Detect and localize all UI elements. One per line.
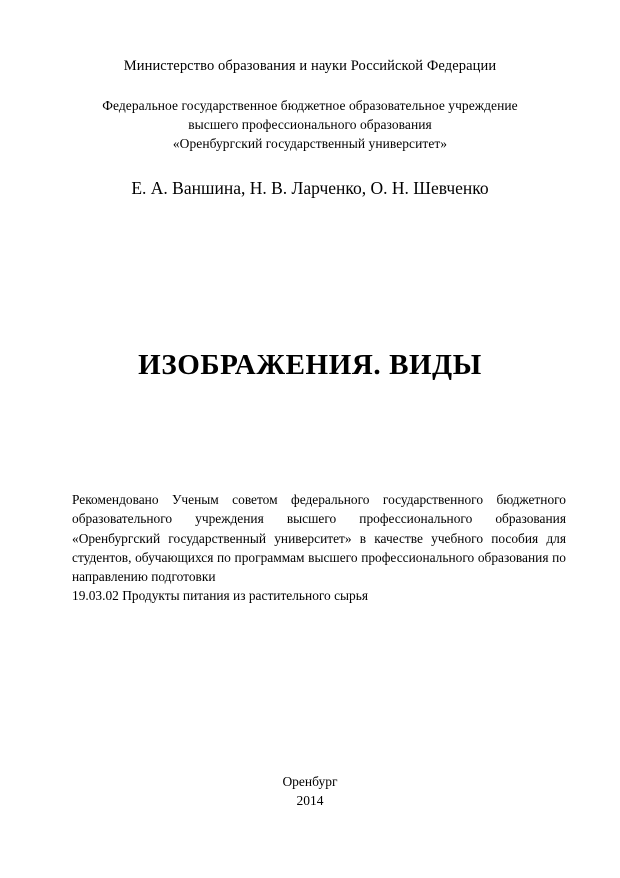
page-title: ИЗОБРАЖЕНИЯ. ВИДЫ: [138, 349, 482, 382]
imprint-block: [60, 772, 560, 810]
institution-line-2: высшего профессионального образования: [188, 117, 432, 132]
authors-line: Е. А. Ваншина, Н. В. Ларченко, О. Н. Шевченко: [131, 178, 489, 198]
institution-block: [60, 96, 560, 153]
recommendation-block: [72, 490, 566, 606]
imprint-year: 2014: [296, 793, 324, 808]
institution-line-1: Федеральное государственное бюджетное образовательное учреждение: [102, 98, 518, 113]
institution-line-3: «Оренбургский государственный университет»: [172, 136, 448, 151]
imprint-city: Оренбург: [282, 774, 338, 789]
recommendation-body: Рекомендовано Ученым советом федерального государственного бюджетного образовательного учреждения высшего профессионального образования «Оренбургский государственный университет» в качестве учебного пособия для студентов, обучающихся по программам высшего профессионального образования по направлению подготовки: [72, 492, 566, 585]
institutional-header: [60, 56, 560, 153]
ministry-line: Министерство образования и науки Российской Федерации: [123, 58, 497, 74]
recommendation-program: 19.03.02 Продукты питания из растительного сырья: [72, 588, 369, 604]
